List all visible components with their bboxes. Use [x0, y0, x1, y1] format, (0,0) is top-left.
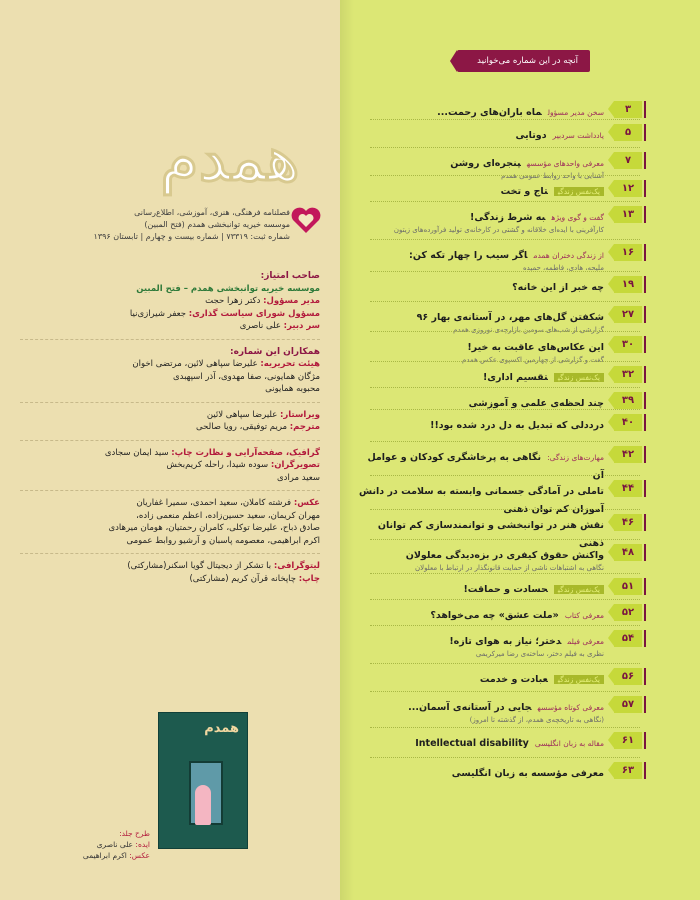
cover-design-label: طرح جلد: [119, 829, 150, 838]
toc-page-number: ۳۹ [614, 392, 642, 409]
toc-page-number: ۷ [614, 152, 642, 169]
toc-separator [370, 119, 640, 120]
litho-value: با تشکر از دیجیتال گویا اسکنر(مشارکتی) [127, 561, 272, 571]
toc-title: «ملت عشق» چه می‌خواهد؟ [430, 610, 559, 621]
toc-separator [370, 271, 640, 272]
toc-entry-text [354, 733, 604, 751]
toc-title: تاج و تخت [500, 186, 548, 197]
cover-title: همدم [204, 721, 239, 736]
toc-rubric: یک‌نفس زندگی [554, 585, 604, 594]
toc-separator [370, 361, 640, 362]
toc-page-number: ۵۱ [614, 578, 642, 595]
intro-line: موسسه خیریه توانبخشی همدم (فتح المبین) [144, 220, 290, 229]
toc-page-number: ۲۷ [614, 306, 642, 323]
toc-page-number: ۶۱ [614, 732, 642, 749]
divider [20, 402, 320, 403]
toc-separator [370, 757, 640, 758]
translator-value: مریم توفیقی، رویا صالحی [196, 422, 288, 432]
toc-page-number: ۴۸ [614, 544, 642, 561]
owner-value: موسسه خیریه توانبخشی همدم – فتح المبین [136, 283, 320, 294]
toc-title: عبادت و خدمت [479, 674, 548, 685]
toc-rubric: مهارت‌های زندگی: [547, 453, 604, 462]
board-label: هیئت تحریریه: [260, 359, 320, 369]
toc-subtitle: نگاهی به اشتباهات ناشی از حمایت قانونگذار در ارتباط با معلولان [414, 564, 604, 572]
toc-rubric: یک‌نفس زندگی [554, 675, 604, 684]
toc-separator [370, 201, 640, 202]
cover-caption [40, 828, 150, 861]
toc-title: جایی در آستانه‌ی آسمان... [408, 702, 532, 713]
toc-subtitle: (نگاهی به تاریخچه‌ی همدم، از گذشته تا امروز) [469, 716, 604, 724]
owner-label: صاحب امتیاز: [260, 271, 320, 281]
toc-title: معرفی مؤسسه به زبان انگلیسی [451, 768, 604, 779]
toc-rubric: از زندگی دختران همدم [533, 251, 604, 260]
illustrators-value: سوده شیدا، راحله کریم‌بخش [166, 460, 269, 470]
toc-entry-text [354, 545, 604, 573]
toc-title: دختر؛ نیاز به هوای تازه! [449, 636, 562, 647]
contributors-heading: همکاران این شماره: [229, 346, 320, 357]
toc-subtitle: آشنایی با واحد روابط عمومی همدم [501, 172, 604, 180]
toc-rubric: یک‌نفس زندگی [554, 187, 604, 196]
toc-subtitle: کارآفرینی با ایده‌ای خلاقانه و گشتی در کارخانه‌ی تولید فرآورده‌های زیتون [393, 226, 604, 234]
divider [20, 440, 320, 441]
intro-line: فصلنامه فرهنگی، هنری، آموزشی، اطلاع‌رسانی [134, 208, 290, 217]
contents-column [340, 0, 700, 900]
toc-entry-text [354, 631, 604, 659]
toc-title: نقش هنر در توانبخشی و توانمندسازی کم توانان ذهنی [377, 520, 604, 549]
toc-page-number: ۵۴ [614, 630, 642, 647]
toc-page-number: ۳۲ [614, 366, 642, 383]
photo-line: مهران کریمان، سعید حسین‌زاده، اعظم منعمی زاده، [136, 510, 320, 521]
toc-page-number: ۶۳ [614, 762, 642, 779]
director-value: دکتر زهرا حجت [205, 296, 261, 306]
toc-separator [370, 625, 640, 626]
toc-rubric: معرفی کوتاه مؤسسه [537, 703, 604, 712]
masthead-intro [20, 207, 290, 243]
divider [20, 490, 320, 491]
toc-entry-text [354, 447, 604, 483]
toc-title: Intellectual disability [415, 738, 529, 749]
toc-entry-text [354, 669, 604, 687]
divider [20, 339, 320, 340]
toc-title: شکفتن گل‌های مهر، در آستانه‌ی بهار ۹۶ [416, 312, 604, 323]
chief-value: علی ناصری [239, 321, 281, 331]
cover-idea-label: ایده: [135, 840, 150, 849]
toc-rubric: معرفی کتاب [564, 611, 604, 620]
toc-title: پنجره‌ای روشن [450, 158, 521, 169]
toc-page-number: ۴۴ [614, 480, 642, 497]
toc-page-number: ۱۳ [614, 206, 642, 223]
toc-subtitle: ملیحه، هادی، فاطمه، حمیده [522, 264, 604, 272]
toc-title: ماه باران‌های رحمت... [437, 107, 542, 118]
photo-label: عکس: [293, 498, 320, 508]
toc-separator [370, 239, 640, 240]
cover-thumbnail [158, 712, 248, 849]
toc-entry-text [354, 125, 604, 143]
heart-logo-icon [290, 205, 322, 235]
toc-entry-text [354, 277, 604, 295]
intro-line: شماره ثبت: ۷۳۳۱۹ | شماره بیست و چهارم | تابستان ۱۳۹۶ [93, 232, 290, 241]
toc-page-number: ۴۲ [614, 446, 642, 463]
toc-page-number: ۳۰ [614, 336, 642, 353]
toc-title: چند لحظه‌ی علمی و آموزشی [468, 398, 604, 409]
graphics-label: گرافیک، صفحه‌آرایی و نظارت چاپ: [171, 447, 320, 458]
toc-entry-text [354, 481, 604, 517]
credits-column [0, 0, 340, 900]
toc-separator [370, 475, 640, 476]
toc-title: حسادت و حماقت! [463, 584, 548, 595]
photo-line: صادق ذباح، علیرضا توکلی، کامران رحمتیان، هومان میرهادی [108, 523, 320, 533]
toc-separator [370, 573, 640, 574]
toc-page-number: ۵ [614, 124, 642, 141]
toc-title: درددلی که تبدیل به دل درد شده بود!! [430, 420, 604, 431]
print-label: چاپ: [298, 573, 320, 584]
cover-idea-value: علی ناصری [96, 840, 134, 849]
illustrators-line2: سعید مرادی [277, 472, 320, 483]
photo-line: فرشته کاملان، سعید احمدی، سمیرا غفاریان [136, 498, 292, 508]
credits-block [20, 270, 320, 585]
cover-photo-value: اکرم ابراهیمی [82, 851, 127, 860]
toc-entry-text [354, 102, 604, 120]
toc-entry-text [354, 367, 604, 385]
toc-separator [370, 147, 640, 148]
toc-separator [370, 509, 640, 510]
toc-title: اگر سیب را چهار تکه کن: [409, 250, 528, 261]
toc-subtitle: گفت و گزارشی از چهارمین اکسپوی عکس همدم [462, 356, 604, 364]
editor-label: ویراستار: [280, 409, 320, 420]
toc-separator [370, 441, 640, 442]
toc-subtitle: گزارشی از شب‌های سومین بازارچه‌ی نوروزی همدم [453, 326, 604, 334]
toc-separator [370, 301, 640, 302]
toc-page-number: ۵۷ [614, 696, 642, 713]
toc-title: واکنش حقوق کیفری در بزه‌دیدگی معلولان [405, 550, 604, 561]
toc-entry-text [354, 605, 604, 623]
toc-page-number: ۱۶ [614, 244, 642, 261]
hamdam-logo [150, 110, 310, 200]
toc-title: به شرط زندگی! [470, 212, 546, 223]
svg-text:همدم: همدم [160, 122, 300, 195]
toc-title: دوتایی [515, 130, 547, 141]
contents-header-badge: آنچه در این شماره می‌خوانید [457, 50, 590, 72]
toc-separator [370, 409, 640, 410]
toc-separator [370, 387, 640, 388]
director-label: مدیر مسؤول: [263, 296, 320, 306]
litho-label: لیتوگرافی: [273, 561, 320, 571]
toc-separator [370, 331, 640, 332]
toc-title: تقسیم اداری! [482, 372, 548, 383]
toc-entry-text [354, 153, 604, 181]
toc-rubric: یادداشت سردبیر [552, 131, 604, 140]
toc-separator [370, 691, 640, 692]
board-line: مژگان همایونی، صفا مهدوی، آذر اسپهبدی [172, 371, 320, 382]
toc-rubric: معرفی واحدهای مؤسسه [526, 159, 604, 168]
toc-title: چه خبر از این خانه؟ [512, 282, 604, 293]
toc-entry-text [354, 579, 604, 597]
toc-separator [370, 663, 640, 664]
graphics-value: سید ایمان سجادی [104, 447, 169, 458]
cover-photo-label: عکس: [129, 851, 150, 860]
toc-entry-text [354, 245, 604, 273]
toc-page-number: ۴۶ [614, 514, 642, 531]
toc-page-number: ۳ [614, 101, 642, 118]
toc-entry-text [354, 763, 604, 781]
toc-separator [370, 175, 640, 176]
photo-line: اکرم ابراهیمی، معصومه پاسبان و آرشیو روابط عمومی [126, 535, 320, 546]
toc-page-number: ۱۲ [614, 180, 642, 197]
toc-rubric: مقاله به زبان انگلیسی [534, 739, 604, 748]
cover-figure-illustration [195, 785, 211, 825]
print-value: چاپخانه قرآن کریم (مشارکتی) [189, 573, 297, 584]
toc-entry-text [354, 415, 604, 433]
toc-separator [370, 539, 640, 540]
board-line: محبوبه همایونی [265, 384, 320, 394]
toc-separator [370, 727, 640, 728]
policy-label: مسؤول شورای سیاست گذاری: [188, 308, 320, 319]
chief-label: سر دبیر: [283, 321, 320, 331]
toc-rubric: سخن مدیر مسؤول [547, 108, 604, 117]
board-line: علیرضا سپاهی لائین، مرتضی اخوان [132, 359, 258, 369]
toc-rubric: یک‌نفس زندگی [554, 373, 604, 382]
policy-value: جعفر شیرازی‌نیا [129, 308, 186, 319]
toc-entry-text [354, 697, 604, 725]
toc-rubric: معرفی فیلم [567, 637, 604, 646]
divider [20, 553, 320, 554]
toc-title: این عکاس‌های عاقبت به خیر! [467, 342, 604, 353]
toc-entry-text [354, 207, 604, 235]
toc-page-number: ۴۰ [614, 414, 642, 431]
toc-page-number: ۵۶ [614, 668, 642, 685]
toc-rubric: گفت و گوی ویژه [551, 213, 604, 222]
toc-subtitle: نظری به فیلم دختر، ساخته‌ی رضا میرکریمی [475, 650, 604, 658]
toc-page-number: ۱۹ [614, 276, 642, 293]
toc-entry-text [354, 181, 604, 199]
toc-separator [370, 599, 640, 600]
editor-value: علیرضا سپاهی لائین [206, 409, 278, 420]
toc-title: تاملی در آمادگی جسمانی وابسته به سلامت در دانش آموزان کم توان ذهنی [359, 486, 604, 515]
toc-title: نگاهی به پرخاشگری کودکان و عوامل آن [367, 452, 604, 481]
translator-label: مترجم: [289, 422, 320, 432]
toc-page-number: ۵۲ [614, 604, 642, 621]
illustrators-label: تصویرگران: [270, 460, 320, 470]
